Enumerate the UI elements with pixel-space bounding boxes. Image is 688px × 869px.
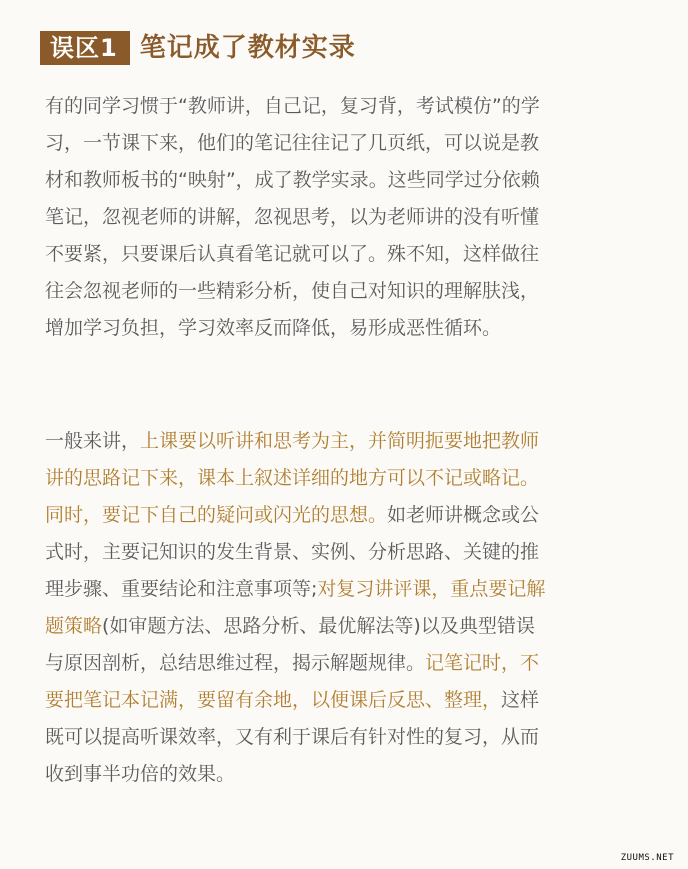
paragraph-2 [45, 423, 645, 793]
text-segment: 既可以提高听课效率，又有利于课后有针对性的复习，从而 [45, 726, 540, 748]
text-segment: 收到事半功倍的效果。 [45, 763, 236, 785]
paragraph-line: 材和教师板书的“映射”，成了教学实录。这些同学过分依赖 [45, 169, 540, 191]
paragraph-line [45, 423, 645, 460]
text-segment: 式时，主要记知识的发生背景、实例、分析思路、关键的推 [45, 541, 540, 563]
paragraph-line [45, 756, 645, 793]
text-segment: (如审题方法、思路分析、最优解法等)以及典型错误 [102, 615, 535, 637]
highlight-segment: 上课要以听讲和思考为主，并简明扼要地把教师 [140, 430, 540, 452]
paragraph-line [45, 645, 645, 682]
paragraph-line [45, 534, 645, 571]
paragraph-line [45, 497, 645, 534]
paragraph-line: 往会忽视老师的一些精彩分析，使自己对知识的理解肤浅， [45, 280, 540, 302]
paragraph-line: 笔记，忽视老师的讲解，忽视思考，以为老师讲的没有听懂 [45, 206, 540, 228]
section-title: 笔记成了教材实录 [139, 33, 356, 63]
highlight-segment: 讲的思路记下来，课本上叙述详细的地方可以不记或略记。 [45, 467, 540, 489]
paragraph-1 [45, 88, 645, 347]
section-header [40, 28, 356, 68]
text-segment: 这样 [501, 689, 540, 711]
paragraph-line: 不要紧，只要课后认真看笔记就可以了。殊不知，这样做往 [45, 243, 540, 265]
paragraph-line [45, 682, 645, 719]
text-segment: 一般来讲， [45, 430, 141, 452]
highlight-segment: 题策略 [45, 615, 103, 637]
site-watermark: ZUUMS.NET [620, 853, 674, 863]
paragraph-line [45, 571, 645, 608]
section-badge: 误区1 [40, 31, 130, 65]
highlight-segment: 记笔记时，不 [425, 652, 540, 674]
highlight-segment: 同时，要记下自己的疑问或闪光的思想。 [45, 504, 388, 526]
paragraph-line [45, 719, 645, 756]
highlight-segment: 要把笔记本记满，要留有余地，以便课后反思、整理， [45, 689, 502, 711]
paragraph-line: 习，一节课下来，他们的笔记往往记了几页纸，可以说是教 [45, 132, 540, 154]
highlight-segment: 对复习讲评课，重点要记解 [317, 578, 546, 600]
paragraph-line [45, 608, 645, 645]
text-segment: 如老师讲概念或公 [387, 504, 540, 526]
text-segment: 理步骤、重要结论和注意事项等; [45, 578, 318, 600]
paragraph-line [45, 460, 645, 497]
paragraph-line: 有的同学习惯于“教师讲，自己记，复习背，考试模仿”的学 [45, 95, 540, 117]
text-segment: 与原因剖析，总结思维过程，揭示解题规律。 [45, 652, 426, 674]
paragraph-line: 增加学习负担，学习效率反而降低，易形成恶性循环。 [45, 317, 502, 339]
